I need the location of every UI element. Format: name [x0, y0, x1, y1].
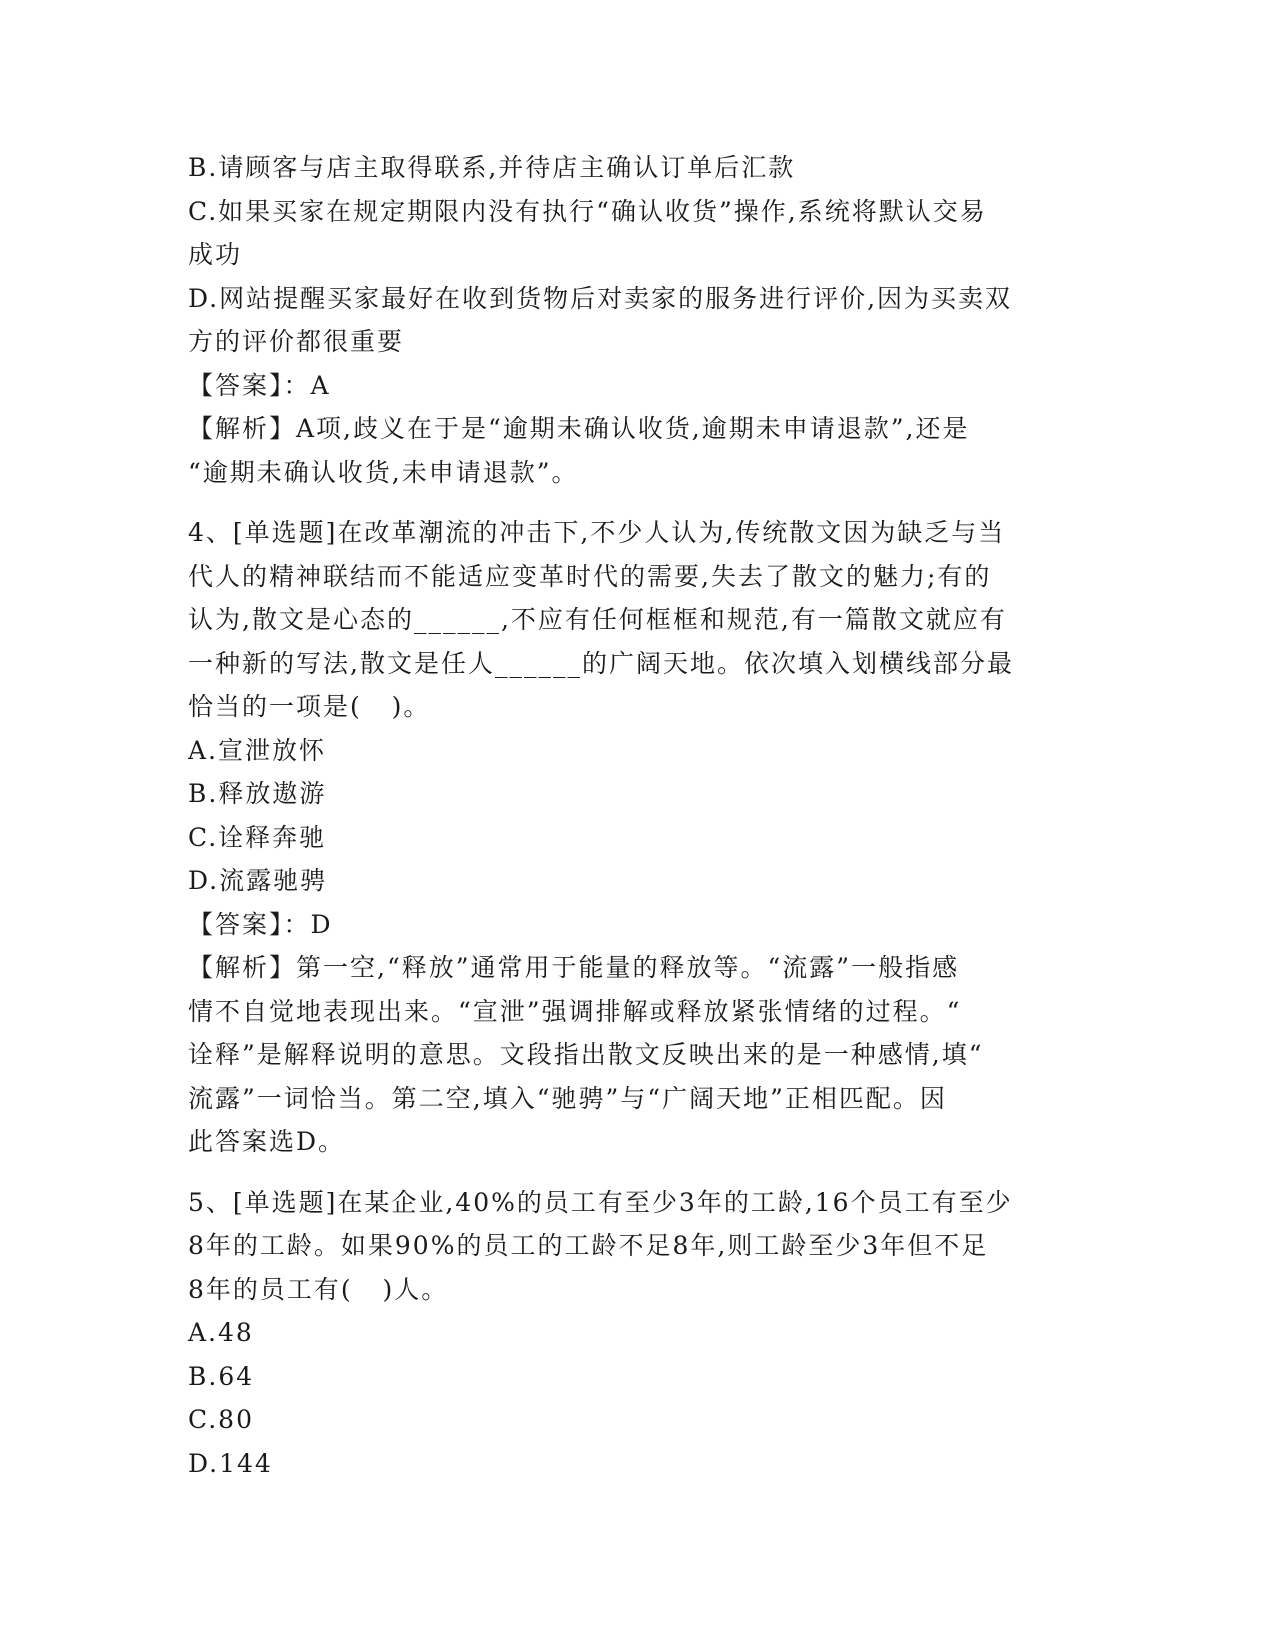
option-d: D.流露驰骋 [188, 866, 328, 895]
question-stem-line: 4、[单选题]在改革潮流的冲击下,不少人认为,传统散文因为缺乏与当 [188, 518, 1006, 547]
analysis-line: 情不自觉地表现出来。“宣泄”强调排解或释放紧张情绪的过程。“ [188, 996, 962, 1026]
question-5-block [188, 1181, 1088, 1486]
analysis-line: 【解析】A项,歧义在于是“逾期未确认收货,逾期未申请退款”,还是 [188, 414, 970, 443]
option-d-continued: 方的评价都很重要 [188, 327, 405, 356]
question-stem-line: 一种新的写法,散文是任人______的广阔天地。依次填入划横线部分最 [188, 648, 1014, 678]
document-content [188, 146, 1088, 1485]
question-stem-line: 代人的精神联结而不能适应变革时代的需要,失去了散文的魅力;有的 [188, 561, 992, 591]
question-stem-line: 8年的员工有( )人。 [188, 1274, 449, 1304]
question-stem-line: 8年的工龄。如果90%的员工的工龄不足8年,则工龄至少3年但不足 [188, 1231, 989, 1260]
previous-question-block [188, 146, 1088, 494]
question-stem-line: 认为,散文是心态的______,不应有任何框框和规范,有一篇散文就应有 [188, 605, 1007, 634]
option-a: A.宣泄放怀 [188, 735, 327, 765]
option-b: B.释放遨游 [188, 779, 327, 808]
analysis-line: 此答案选D。 [188, 1127, 346, 1156]
question-stem-line: 5、[单选题]在某企业,40%的员工有至少3年的工龄,16个员工有至少 [188, 1187, 1013, 1217]
option-a: A.48 [188, 1318, 254, 1347]
option-d: D.网站提醒买家最好在收到货物后对卖家的服务进行评价,因为买卖双 [188, 283, 1013, 313]
option-d: D.144 [188, 1448, 273, 1478]
option-b: B.64 [188, 1361, 255, 1391]
analysis-line: 流露”一词恰当。第二空,填入“驰骋”与“广阔天地”正相匹配。因 [188, 1083, 947, 1113]
option-b: B.请顾客与店主取得联系,并待店主确认订单后汇款 [188, 153, 796, 182]
question-4-block [188, 511, 1088, 1164]
option-c: C.80 [188, 1405, 254, 1434]
answer-line: 【答案】：A [188, 370, 331, 400]
option-c: C.诠释奔驰 [188, 822, 327, 852]
analysis-line: “逾期未确认收货,未申请退款”。 [188, 457, 579, 487]
analysis-line: 诠释”是解释说明的意思。文段指出散文反映出来的是一种感情,填“ [188, 1040, 984, 1069]
analysis-line: 【解析】第一空,“释放”通常用于能量的释放等。“流露”一般指感 [188, 953, 960, 982]
option-c-continued: 成功 [188, 240, 243, 269]
answer-line: 【答案】：D [188, 909, 333, 939]
question-stem-line: 恰当的一项是( )。 [188, 692, 431, 721]
option-c: C.如果买家在规定期限内没有执行“确认收货”操作,系统将默认交易 [188, 196, 987, 226]
